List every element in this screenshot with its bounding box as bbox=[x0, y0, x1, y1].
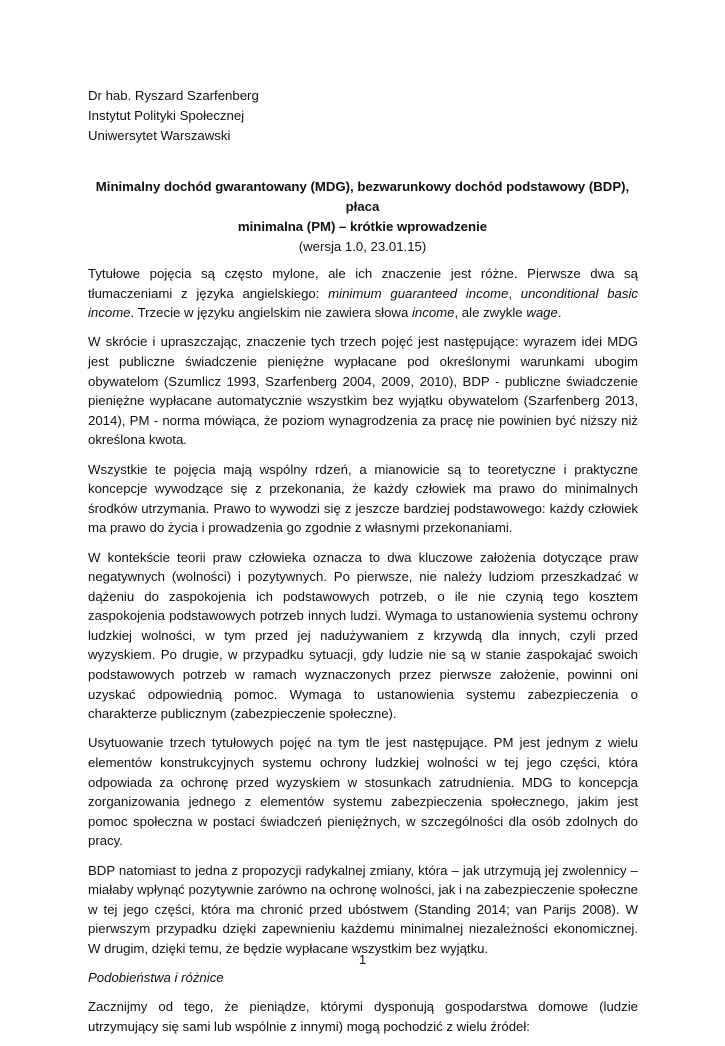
section-subheading: Podobieństwa i różnice bbox=[88, 970, 224, 986]
title-line-2: minimalna (PM) – krótkie wprowadzenie bbox=[237, 219, 488, 234]
term-mgi: minimum guaranteed income bbox=[328, 285, 509, 301]
paragraph-2: W skrócie i upraszczając, znaczenie tych trzech pojęć jest następujące: wyrazem idei MDG jest publiczne świadczenie pieniężne wypłacane pod określonymi warunkami ubogim obywatelom (Szumlicz 1993, Szarfenberg 2004, 2009, 2010), BDP - publiczne świadczenie pieniężne wypłacane automatycznie wszystkim bez wyjątku obywatelom (Szarfenberg 2013, 2014), PM - norma mówiąca, że poziom wynagrodzenia za pracę nie powinien być niższy niż określona kwota. bbox=[88, 334, 638, 448]
author-institute: Instytut Polityki Społecznej bbox=[88, 108, 245, 123]
document-body bbox=[88, 264, 638, 1046]
author-name: Dr hab. Ryszard Szarfenberg bbox=[88, 88, 259, 103]
paragraph-7: Zacznijmy od tego, że pieniądze, którymi dysponują gospodarstwa domowe (ludzie utrzymujący się sami lub wspólnie z innymi) mogą pochodzić z wielu źródeł: bbox=[88, 999, 638, 1034]
author-university: Uniwersytet Warszawski bbox=[88, 128, 231, 143]
page-number: 1 bbox=[358, 952, 367, 967]
author-block bbox=[88, 86, 259, 146]
title-block bbox=[80, 177, 645, 257]
paragraph-5: Usytuowanie trzech tytułowych pojęć na tym tle jest następujące. PM jest jednym z wielu elementów konstrukcyjnych systemu ochrony ludzkiej wolności w tej jego części, która odpowiada za ochronę przed wyzyskiem w stosunkach zatrudnienia. MDG to koncepcja zorganizowania jednego z elementów systemu zabezpieczenia społecznego, jakim jest pomoc społeczna w postaci świadczeń pieniężnych, w szczególności dla osób zdolnych do pracy. bbox=[88, 735, 638, 849]
paragraph-6: BDP natomiast to jedna z propozycji radykalnej zmiany, która – jak utrzymują jej zwolennicy – miałaby wpłynąć pozytywnie zarówno na ochronę wolności, jak i na zabezpieczenie społeczne w tej jego części, która ma chronić przed ubóstwem (Standing 2014; van Parijs 2008). W pierwszym przypadku dzięki zapewnieniu każdemu minimalnej niezależności ekonomicznej. W drugim, dzięki temu, że będzie wypłacane wszystkim bez wyjątku. bbox=[88, 862, 638, 956]
paragraph-3: Wszystkie te pojęcia mają wspólny rdzeń, a mianowicie są to teoretyczne i praktyczne koncepcje wywodzące się z przekonania, że każdy człowiek ma prawo do minimalnych środków utrzymania. Prawo to wywodzi się z jeszcze bardziej podstawowego: każdy człowiek ma prawo do życia i prowadzenia go zgodnie z własnymi przekonaniami. bbox=[88, 461, 638, 536]
paragraph-4: W kontekście teorii praw człowieka oznacza to dwa kluczowe założenia dotyczące praw negatywnych (wolności) i pozytywnych. Po pierwsze, nie należy ludziom przeszkadzać w dążeniu do zaspokojenia ich podstawowych potrzeb, o ile nie czynią tego kosztem zaspokojenia podstawowych potrzeb innych ludzi. Wymaga to ustanowienia systemu ochrony ludzkiej wolności, w tym przed jej nadużywaniem z krzywdą dla innych, czyli przed wyzyskiem. Po drugie, w przypadku sytuacji, gdy ludzie nie są w stanie zaspokajać swoich podstawowych potrzeb w ramach wyznaczonych przez pierwsze założenie, powinni oni uzyskać odpowiednią pomoc. Wymaga to ustanowienia systemu zabezpieczenia o charakterze publicznym (zabezpieczenie społeczne). bbox=[88, 549, 638, 722]
term-ubi: unconditional basic income bbox=[88, 285, 639, 321]
paragraph-1: Tytułowe pojęcia są często mylone, ale ich znaczenie jest różne. Pierwsze dwa są tłumaczeniami z języka angielskiego: minimum guaranteed income, unconditional basic income. Trzecie w języku angielskim nie zawiera słowa income, ale zwykle wage. bbox=[88, 266, 639, 321]
term-wage: wage bbox=[526, 305, 558, 321]
title-line-1: Minimalny dochód gwarantowany (MDG), bezwarunkowy dochód podstawowy (BDP), płaca bbox=[95, 179, 630, 214]
term-income: income bbox=[411, 305, 455, 321]
title-version: (wersja 1.0, 23.01.15) bbox=[298, 239, 427, 254]
